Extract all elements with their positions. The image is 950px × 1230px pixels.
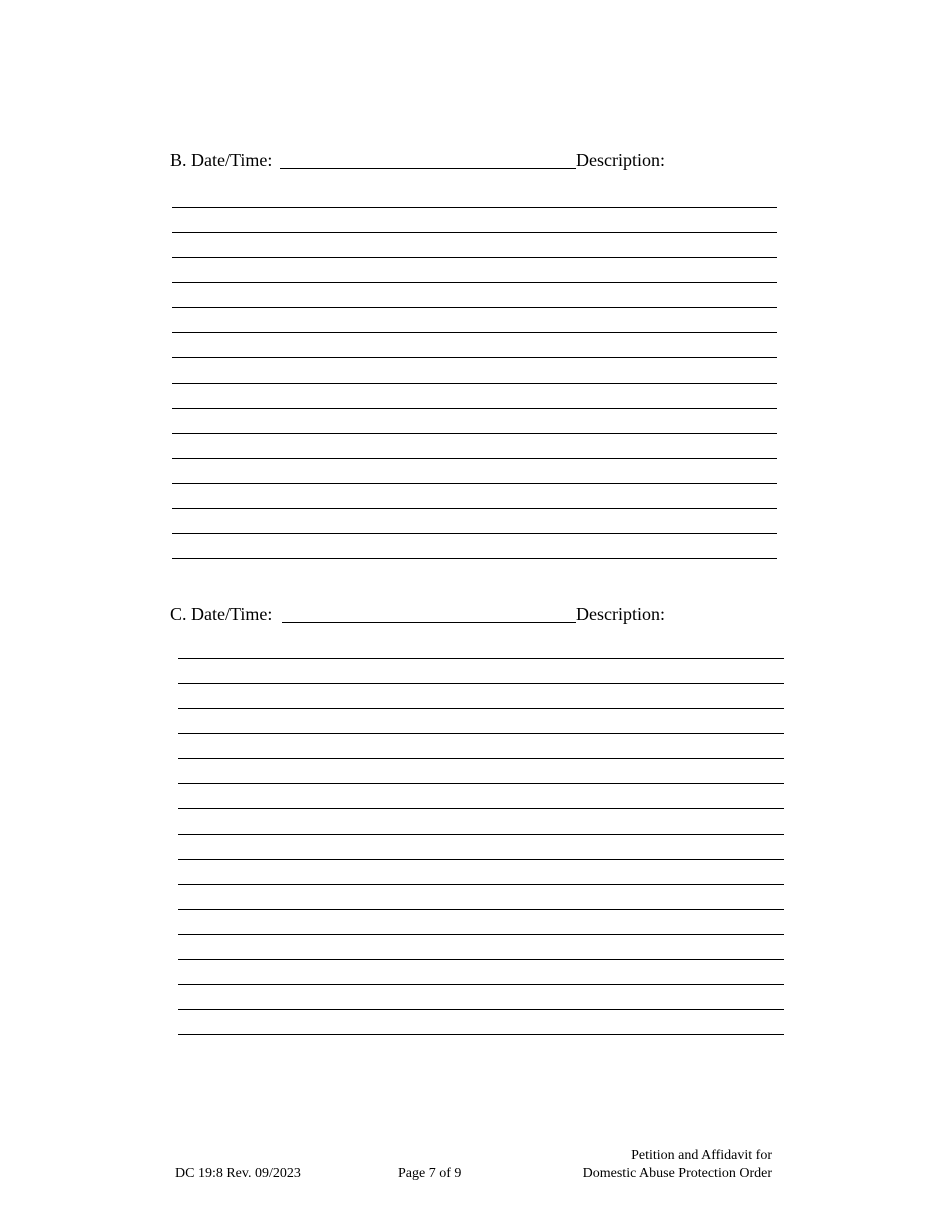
footer-document-title [583,1147,772,1183]
entry-b-writing-line[interactable] [172,183,777,208]
entry-c-writing-line[interactable] [178,985,784,1010]
footer-title-line-2: Domestic Abuse Protection Order [582,1166,772,1181]
entry-b-writing-line[interactable] [172,358,777,383]
entry-b-writing-line[interactable] [172,509,777,534]
entry-c-writing-line[interactable] [178,885,784,910]
entry-b-header [170,150,790,174]
entry-b-writing-line[interactable] [172,233,777,258]
entry-c-writing-line[interactable] [178,935,784,960]
entry-b-description-lines[interactable] [172,183,777,559]
footer-form-number: DC 19:8 Rev. 09/2023 [175,1166,301,1181]
entry-c-writing-line[interactable] [178,684,784,709]
entry-c-writing-line[interactable] [178,784,784,809]
entry-c-header [170,604,790,628]
entry-b-writing-line[interactable] [172,208,777,233]
entry-b-writing-line[interactable] [172,534,777,559]
entry-b-writing-line[interactable] [172,409,777,434]
entry-c-writing-line[interactable] [178,659,784,684]
footer-page-number: Page 7 of 9 [398,1166,462,1181]
entry-c-description-lines[interactable] [178,634,784,1035]
entry-c-writing-line[interactable] [178,634,784,659]
entry-b-writing-line[interactable] [172,459,777,484]
entry-c-writing-line[interactable] [178,709,784,734]
entry-b-writing-line[interactable] [172,434,777,459]
entry-c-writing-line[interactable] [178,960,784,985]
entry-c-writing-line[interactable] [178,759,784,784]
entry-c-writing-line[interactable] [178,860,784,885]
entry-c-date-time-field[interactable] [282,622,576,623]
entry-b-writing-line[interactable] [172,258,777,283]
entry-c-date-time-label: C. Date/Time: [170,604,273,624]
entry-c-description-label: Description: [576,604,665,624]
entry-b-date-time-label: B. Date/Time: [170,150,273,170]
entry-c-writing-line[interactable] [178,1010,784,1035]
entry-b-writing-line[interactable] [172,484,777,509]
entry-c-writing-line[interactable] [178,910,784,935]
entry-c-writing-line[interactable] [178,734,784,759]
footer-title-line-1: Petition and Affidavit for [631,1148,772,1163]
entry-c-writing-line[interactable] [178,809,784,834]
entry-b-description-label: Description: [576,150,665,170]
entry-c-writing-line[interactable] [178,835,784,860]
entry-b-date-time-field[interactable] [280,168,576,169]
entry-b-writing-line[interactable] [172,384,777,409]
entry-b-writing-line[interactable] [172,308,777,333]
entry-b-writing-line[interactable] [172,283,777,308]
entry-b-writing-line[interactable] [172,333,777,358]
